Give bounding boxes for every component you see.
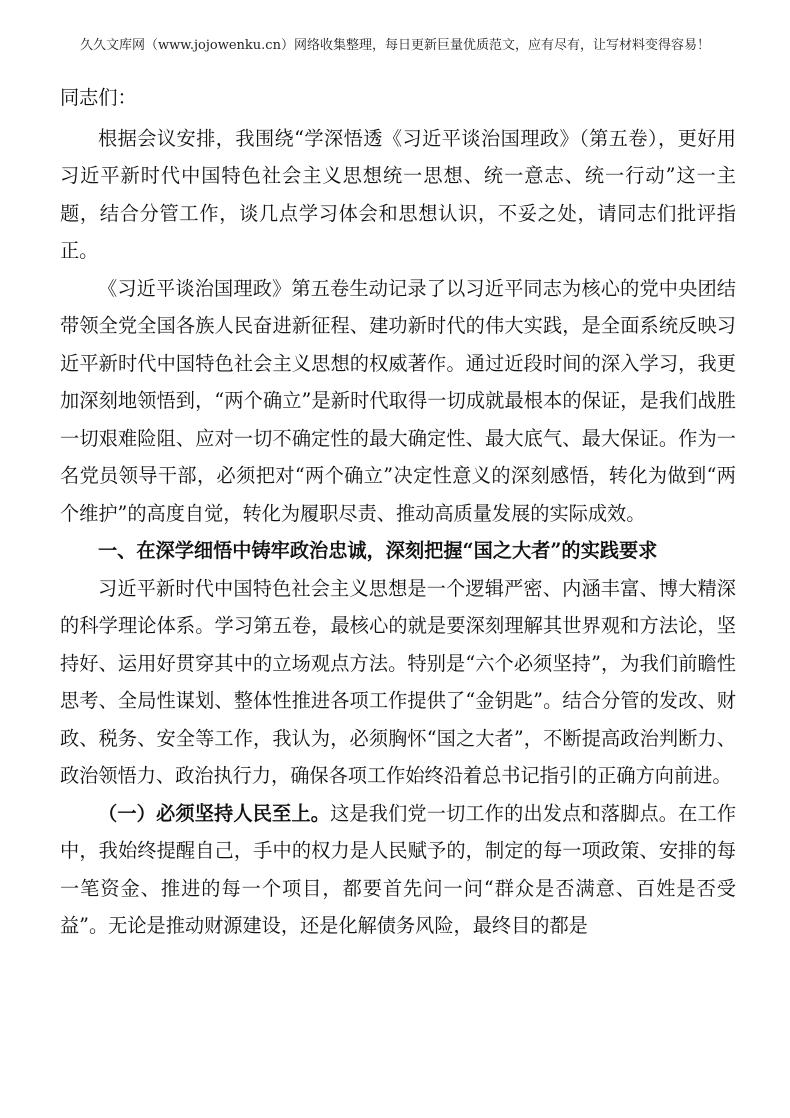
subsection-text-1: 这是我们党一切工作的出发点和落脚点。在工作中，我始终提醒自己，手中的权力是人民赋予的，制定的每一项政策、安排的每一笔资金、推进的每一个项目，都要首先问一问“群众是否满意、百姓是否受益”。无论是推动财源建设，还是化解债务风险，最终目的都是: [60, 801, 737, 937]
paragraph-book-overview: 《习近平谈治国理政》第五卷生动记录了以习近平同志为核心的党中央团结带领全党全国各族人民奋进新征程、建功新时代的伟大实践，是全面系统反映习近平新时代中国特色社会主义思想的权威著作。通过近段时间的深入学习，我更加深刻地领悟到，“两个确立”是新时代取得一切成就最根本的保证，是我们战胜一切艰难险阻、应对一切不确定性的最大确定性、最大底气、最大保证。作为一名党员领导干部，必须把对“两个确立”决定性意义的深刻感悟，转化为做到“两个维护”的高度自觉，转化为履职尽责、推动高质量发展的实际成效。: [60, 276, 736, 525]
subsection-heading-1: （一）必须坚持人民至上。: [98, 801, 331, 825]
section-heading-1: 一、在深学细悟中铸牢政治忠诚，深刻把握“国之大者”的实践要求: [98, 539, 658, 562]
subsection-1: [60, 795, 736, 945]
salutation: 同志们：: [60, 86, 137, 109]
paragraph-section-1: 习近平新时代中国特色社会主义思想是一个逻辑严密、内涵丰富、博大精深的科学理论体系。学习第五卷，最核心的就是要深刻理解其世界观和方法论，坚持好、运用好贯穿其中的立场观点方法。特别是“六个必须坚持”，为我们前瞻性思考、全局性谋划、整体性推进各项工作提供了“金钥匙”。结合分管的发改、财政、税务、安全等工作，我认为，必须胸怀“国之大者”，不断提高政治判断力、政治领悟力、政治执行力，确保各项工作始终沿着总书记指引的正确方向前进。: [60, 576, 736, 787]
header-watermark: 久久文库网（www.jojowenku.cn）网络收集整理，每日更新巨量优质范文，应有尽有，让写材料变得容易！: [80, 38, 710, 53]
paragraph-intro: 根据会议安排，我围绕“学深悟透《习近平谈治国理政》（第五卷），更好用习近平新时代中国特色社会主义思想统一思想、统一意志、统一行动”这一主题，结合分管工作，谈几点学习体会和思想认识，不妥之处，请同志们批评指正。: [60, 126, 736, 262]
document-body: [60, 79, 736, 945]
